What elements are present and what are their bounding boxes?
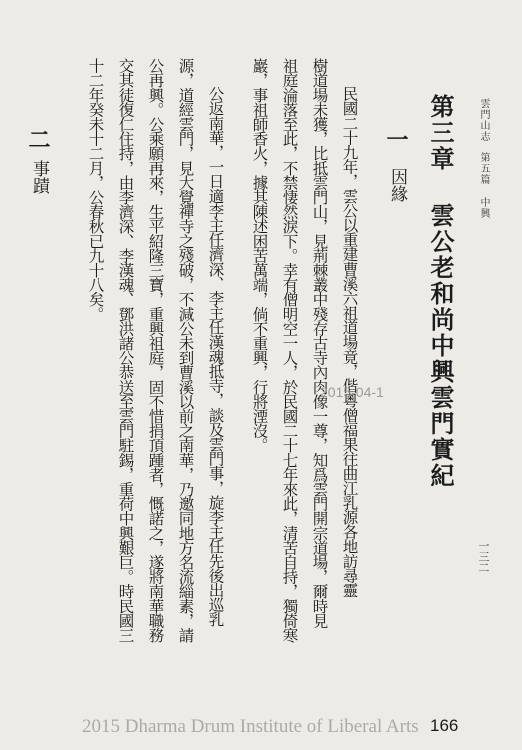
text-column: 交其徒復仁住持，由李濟深、李漢魂、鄧洪諸公恭送至雲門駐錫，重荷中興艱巨。時民國三 <box>116 58 135 643</box>
section-title-1: 因緣 <box>387 168 407 202</box>
text-column: 源，道經雲門，見大覺禪寺之殘破，不減公未到曹溪以前之南華，乃邀同地方名流緇素，請 <box>176 58 195 643</box>
page-number-chinese: 一三二 <box>477 540 490 573</box>
text-column: 祖庭淪落至此，不禁悽然淚下。幸有僧明空一人，於民國二十七年來此，清苦自持，獨倚寒 <box>280 58 299 643</box>
section-title-2: 事蹟 <box>29 160 49 194</box>
section-label: 第五篇 中興 <box>478 152 489 219</box>
text-column: 公再興。公乘願再來，生平紹隆三寶，重興祖庭，固不惜捐頂踵者，慨諾之，遂將南華職務 <box>146 58 165 643</box>
date-stamp: 2015-04-1 <box>320 384 384 400</box>
book-title: 雲門山志 <box>478 98 489 142</box>
chapter-title: 第三章 雲公老和尚中興雲門實紀 <box>426 94 455 489</box>
page-number: 166 <box>430 716 459 735</box>
text-column: 民國二十九年，雲公以重建曹溪六祖道場竟，偕粵僧福果往曲江乳源各地訪尋靈 <box>340 86 359 598</box>
section-number-2: 二 <box>25 128 51 150</box>
text-column: 公返南華，一日適李主任濟深、李主任漢魂抵寺，談及雲門事，旋李主任先後出巡乳 <box>206 86 225 627</box>
section-number-1: 一 <box>383 128 409 150</box>
text-column: 十二年癸未十二月，公春秋已九十八矣。 <box>86 58 105 321</box>
watermark: 2015 Dharma Drum Institute of Liberal Arts <box>82 716 419 737</box>
text-column: 樹道場未獲，比抵雲門山，見荊棘叢中殘存古寺內肉像一尊，知爲雲門開宗道場，爾時見 <box>310 58 329 628</box>
text-column: 巖，事祖師香火，據其陳述困苦萬端，倘不重興，行將湮沒。 <box>250 58 269 453</box>
running-header <box>478 98 488 219</box>
